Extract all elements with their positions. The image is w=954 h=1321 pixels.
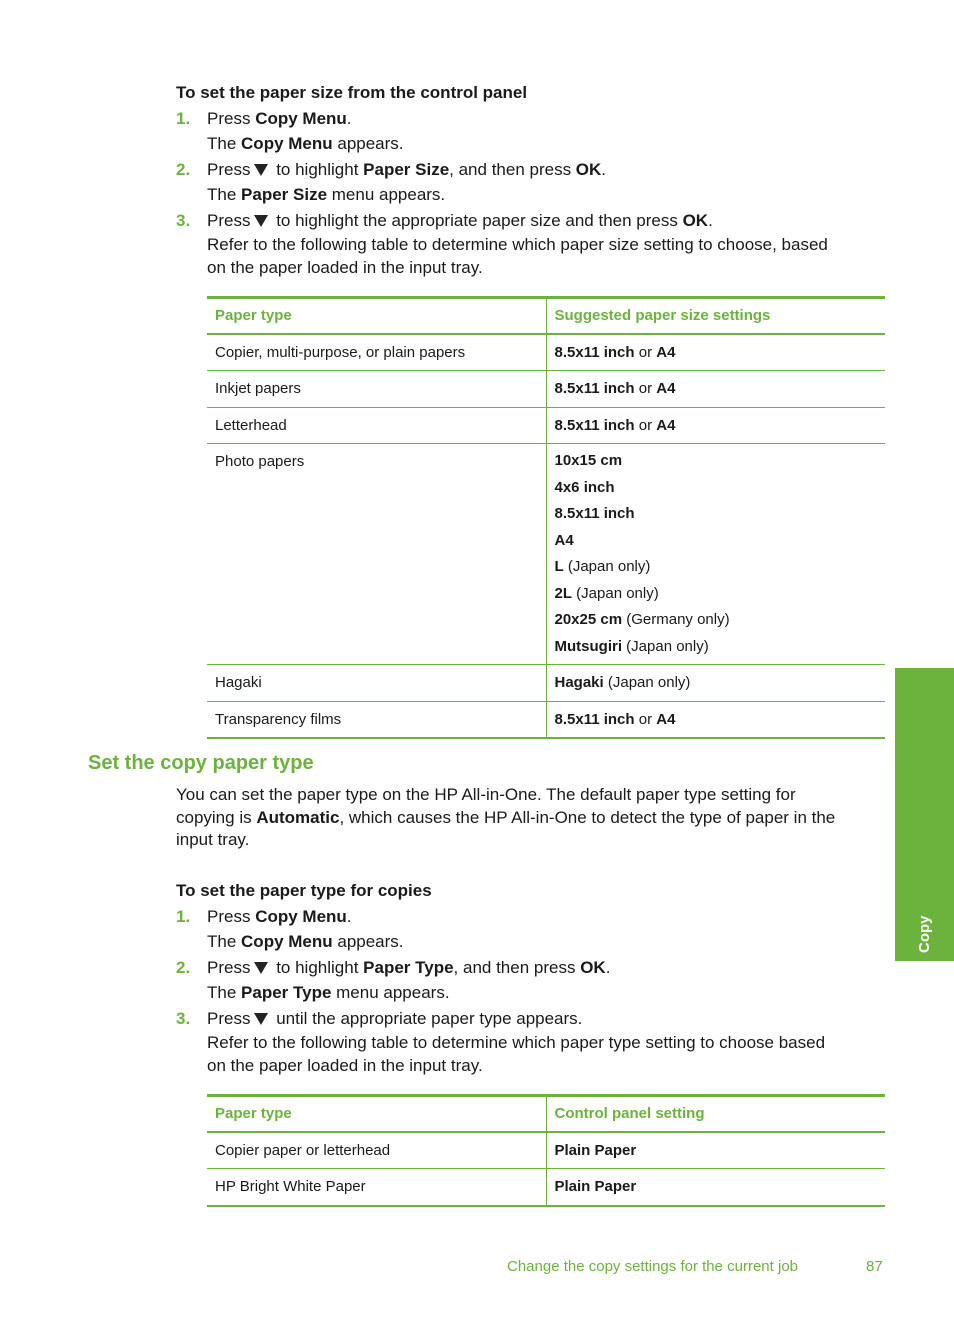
footer-chapter-title: Change the copy settings for the current job — [507, 1258, 799, 1275]
step-number: 3. — [176, 1009, 191, 1028]
paper-size-table — [207, 296, 885, 739]
size-setting-cell: Hagaki (Japan only) — [554, 674, 691, 691]
table-header-row — [207, 1096, 885, 1132]
step-instruction: Press to highlight Paper Type, and then press OK. — [207, 958, 611, 977]
section-title: Set the copy paper type — [88, 752, 314, 774]
column-header: Paper type — [207, 1096, 546, 1132]
step-note: on the paper loaded in the input tray. — [207, 1056, 483, 1075]
chapter-side-tab — [895, 668, 954, 961]
step-number: 2. — [176, 160, 191, 179]
section-paragraph: You can set the paper type on the HP All-in-One. The default paper type setting for copying is Automatic, which causes the HP All-in-One to detect the type of paper in the input tray. — [176, 785, 836, 849]
step-result: The Paper Size menu appears. — [207, 185, 446, 204]
step-instruction: Press Copy Menu. — [207, 109, 352, 128]
table-row — [207, 665, 885, 702]
step-instruction: Press to highlight Paper Size, and then press OK. — [207, 160, 607, 179]
procedure-steps — [176, 107, 886, 279]
down-arrow-icon — [254, 164, 268, 176]
size-option: 4x6 inch — [554, 478, 615, 496]
procedure-steps — [176, 905, 886, 1077]
step-number: 3. — [176, 211, 191, 230]
size-setting-cell: 8.5x11 inch or A4 — [554, 416, 676, 434]
table-row — [207, 371, 885, 408]
step — [176, 209, 886, 279]
table-row — [207, 334, 885, 371]
step-note: Refer to the following table to determine which paper size setting to choose, based — [207, 235, 828, 254]
step — [176, 107, 886, 155]
step — [176, 956, 886, 1004]
size-option: L (Japan only) — [554, 558, 651, 575]
size-option: A4 — [554, 531, 574, 549]
paper-type-cell: Copier paper or letterhead — [215, 1141, 391, 1159]
procedure-title: To set the paper size from the control panel — [176, 83, 528, 102]
control-setting-cell: Plain Paper — [554, 1178, 637, 1195]
step-result: The Paper Type menu appears. — [207, 983, 450, 1002]
table-row — [207, 701, 885, 738]
down-arrow-icon — [254, 962, 268, 974]
paper-type-cell: HP Bright White Paper — [215, 1178, 366, 1195]
down-arrow-icon — [254, 215, 268, 227]
size-setting-cell — [546, 444, 885, 665]
page-number: 87 — [866, 1258, 883, 1275]
paper-type-cell: Inkjet papers — [215, 380, 301, 397]
paper-type-cell: Transparency films — [215, 710, 342, 728]
size-setting-cell: 8.5x11 inch or A4 — [554, 343, 676, 361]
paper-type-cell: Copier, multi-purpose, or plain papers — [215, 343, 466, 361]
step-number: 1. — [176, 907, 191, 926]
step — [176, 1007, 886, 1077]
step-number: 1. — [176, 109, 191, 128]
size-option: 2L (Japan only) — [554, 584, 659, 602]
step-instruction: Press until the appropriate paper type appears. — [207, 1009, 583, 1028]
step-result: The Copy Menu appears. — [207, 134, 404, 153]
table-row — [207, 1169, 885, 1206]
paper-type-cell: Letterhead — [215, 416, 287, 434]
paper-type-cell: Hagaki — [215, 674, 262, 691]
down-arrow-icon — [254, 1013, 268, 1025]
column-header: Control panel setting — [546, 1096, 885, 1132]
table-header-row — [207, 298, 885, 334]
step — [176, 905, 886, 953]
step-instruction: Press to highlight the appropriate paper size and then press OK. — [207, 211, 713, 230]
paper-type-cell: Photo papers — [215, 453, 305, 470]
size-setting-cell: 8.5x11 inch or A4 — [554, 710, 676, 728]
table-row — [207, 444, 885, 665]
step — [176, 158, 886, 206]
control-setting-cell: Plain Paper — [554, 1141, 637, 1159]
table-row — [207, 1132, 885, 1169]
step-note: Refer to the following table to determine which paper type setting to choose based — [207, 1033, 826, 1052]
step-instruction: Press Copy Menu. — [207, 907, 352, 926]
step-result: The Copy Menu appears. — [207, 932, 404, 951]
size-setting-cell: 8.5x11 inch or A4 — [554, 380, 676, 397]
size-option: 20x25 cm (Germany only) — [554, 611, 730, 628]
size-option: 10x15 cm — [554, 452, 623, 469]
chapter-tab-label: Copy — [916, 915, 933, 953]
procedure-title: To set the paper type for copies — [176, 881, 432, 900]
column-header: Suggested paper size settings — [546, 298, 885, 334]
column-header: Paper type — [207, 298, 546, 334]
size-option: 8.5x11 inch — [554, 505, 635, 522]
size-option: Mutsugiri (Japan only) — [554, 637, 709, 655]
table-row — [207, 407, 885, 444]
step-note: on the paper loaded in the input tray. — [207, 258, 483, 277]
paper-type-table — [207, 1094, 885, 1207]
step-number: 2. — [176, 958, 191, 977]
